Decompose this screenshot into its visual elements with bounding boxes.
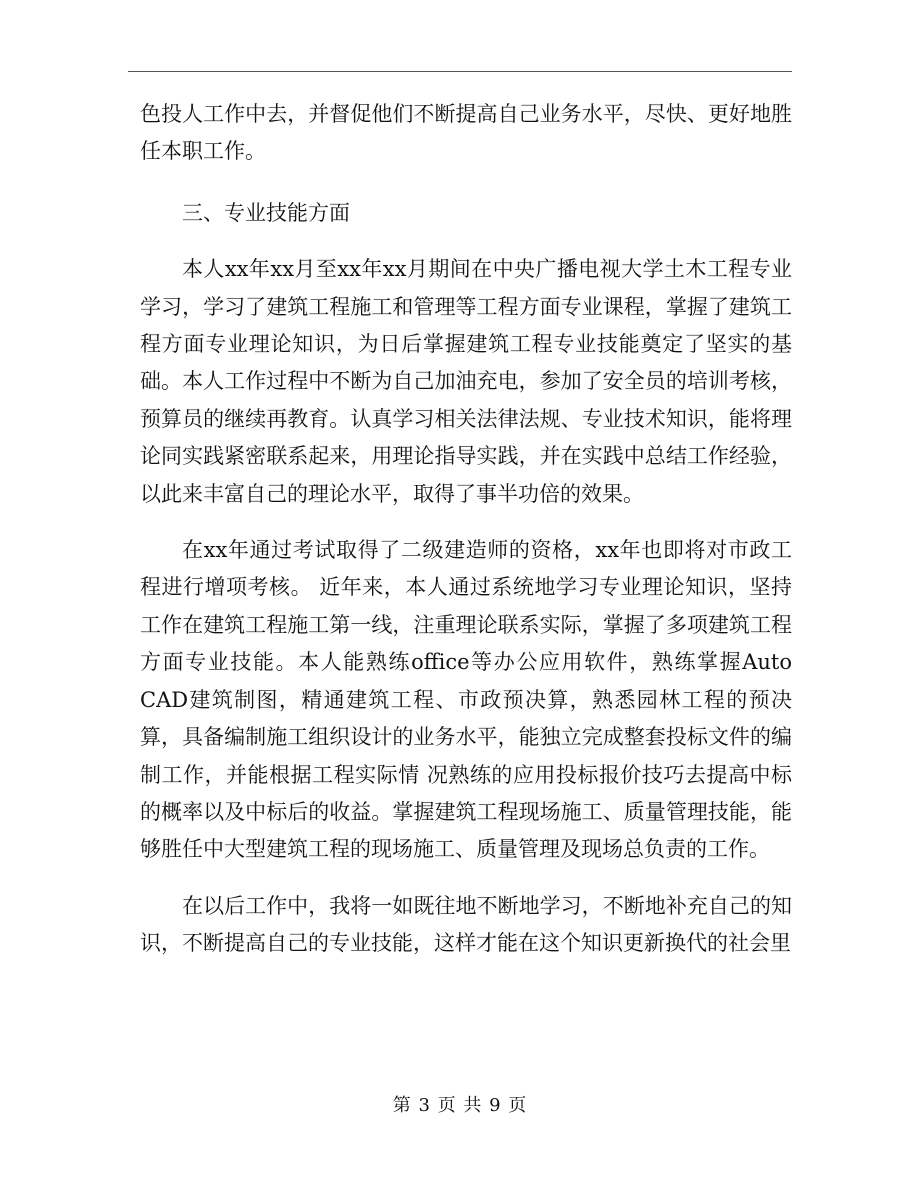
- paragraph-continuation: 色投人工作中去，并督促他们不断提高自己业务水平，尽快、更好地胜任本职工作。: [140, 102, 792, 164]
- section-heading: 三、专业技能方面: [182, 200, 350, 225]
- paragraph-future: 在以后工作中，我将一如既往地不断地学习，不断地补充自己的知识，不断提高自己的专业技能，这样才能在这个知识更新换代的社会里: [140, 893, 792, 956]
- paragraph-education: 本人xx年xx月至xx年xx月期间在中央广播电视大学土木工程专业学习，学习了建筑工程施工和管理等工程方面专业课程，掌握了建筑工程方面专业理论知识，为日后掌握建筑工程专业技能奠定了坚实的基础。本人工作过程中不断为自己加油充电，参加了安全员的培训考核，预算员的继续再教育。认真学习相关法律法规、专业技术知识，能将理论同实践紧密联系起来，用理论指导实践，并在实践中总结工作经验，以此来丰富自己的理论水平，取得了事半功倍的效果。: [140, 257, 792, 506]
- paragraph-qualifications: 在xx年通过考试取得了二级建造师的资格，xx年也即将对市政工程进行增项考核。 近年来，本人通过系统地学习专业理论知识，坚持工作在建筑工程施工第一线，注重理论联系实际，掌握了多项建筑工程方面专业技能。本人能熟练office等办公应用软件，熟练掌握Auto CAD建筑制图，精通建筑工程、市政预决算，熟悉园林工程的预决算，具备编制施工组织设计的业务水平，能独立完成整套投标文件的编制工作，并能根据工程实际情 况熟练的应用投标报价技巧去提高中标的概率以及中标后的收益。掌握建筑工程现场施工、质量管理技能，能够胜任中大型建筑工程的现场施工、质量管理及现场总负责的工作。: [140, 538, 792, 862]
- header-divider: [128, 71, 792, 72]
- page-number-footer: 第 3 页 共 9 页: [392, 1095, 528, 1116]
- document-body: [140, 96, 792, 963]
